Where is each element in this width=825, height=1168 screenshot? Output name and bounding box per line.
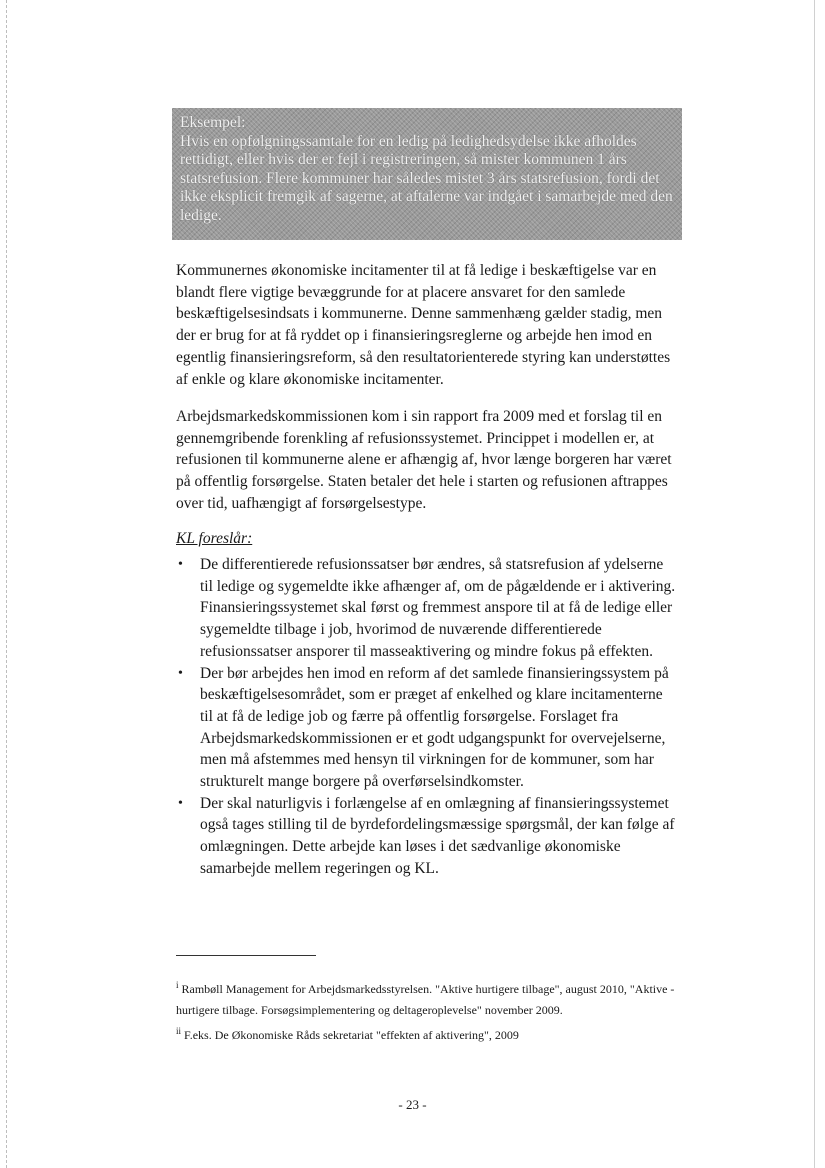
proposal-list (176, 554, 676, 880)
paragraph-commission: Arbejdsmarkedskommissionen kom i sin rapport fra 2009 med et forslag til en gennemgribende forenkling af refusionssystemet. Princippet i modellen er, at refusionen til kommunerne alene er afhængig af, hvor længe borgeren har været på offentlig forsørgelse. Staten betaler det hele i starten og refusionen aftrappes over tid, uafhængigt af forsørgelsestype. (176, 408, 672, 512)
bullet-icon: • (178, 557, 183, 572)
footnote-text: Rambøll Management for Arbejdsmarkedsstyrelsen. "Aktive hurtigere tilbage", august 2010, "Aktive - hurtigere tilbage. Forsøgsimplementering og deltageroplevelse" november 2009. (176, 982, 675, 1017)
kl-proposes-heading: KL foreslår: (176, 530, 253, 547)
list-item-text: De differentierede refusionssatser bør ændres, så statsrefusion af ydelserne til ledige og sygemeldte ikke afhænger af, om de pågældende er i aktivering. Finansieringssystemet skal først og fremmest anspore til at få de ledige eller sygemeldte tilbage i job, hvorimod de nuværende differentierede refusionssatser ansporer til masseaktivering og mindre fokus på effekten. (200, 556, 676, 660)
footnote-mark: ii (176, 1026, 182, 1036)
example-text: Hvis en opfølgningssamtale for en ledig på ledighedsydelse ikke afholdes rettidigt, eller hvis der er fejl i registreringen, så mister kommunen 1 års statsrefusion. Flere kommuner har således mistet 3 års statsrefusion, fordi det ikke eksplicit fremgik af sagerne, at aftalerne var indgået i samarbejde med den ledige. (180, 132, 673, 224)
list-item (176, 793, 676, 880)
paragraph-incentives: Kommunernes økonomiske incitamenter til at få ledige i beskæftigelse var en blandt flere vigtige bevæggrunde for at placere ansvaret for den samlede beskæftigelsesindsats i kommunerne. Denne sammenhæng gælder stadig, men der er brug for at få ryddet op i finansieringsreglerne og arbejde hen imod en egentlig finansieringsreform, så den resultatorienterede styring kan understøttes af enkle og klare økonomiske incitamenter. (176, 262, 671, 388)
list-item-text: Der skal naturligvis i forlængelse af en omlægning af finansieringssystemet også tages stilling til de byrdefordelingsmæssige spørgsmål, der kan følge af omlægningen. Dette arbejde kan løses i det sædvanlige økonomiske samarbejde mellem regeringen og KL. (200, 794, 675, 877)
footnote (176, 1021, 676, 1046)
list-item (176, 554, 676, 663)
scan-right-edge (814, 0, 815, 1168)
list-item-text: Der bør arbejdes hen imod en reform af det samlede finansieringssystem på beskæftigelsesområdet, som er præget af enkelhed og klare incitamenterne til at få de ledige job og færre på offentlig forsørgelse. Forslaget fra Arbejdsmarkedskommissionen er et godt udgangspunkt for overvejelserne, men må afstemmes med hensyn til virkningen for de kommuner, som har strukturelt mange borgere på overførselsindkomster. (200, 664, 669, 791)
bullet-icon: • (178, 665, 183, 681)
footnote (176, 975, 676, 1021)
footnote-text: F.eks. De Økonomiske Råds sekretariat "effekten af aktivering", 2009 (184, 1028, 519, 1042)
bullet-icon: • (178, 795, 183, 811)
scan-left-edge (6, 0, 21, 1168)
footnote-mark: i (176, 980, 179, 990)
footnotes (176, 975, 676, 1046)
footnote-divider (176, 955, 316, 956)
example-box (172, 108, 682, 240)
page-number: - 23 - (398, 1097, 427, 1112)
list-item (176, 663, 676, 793)
example-title: Eksempel: (180, 114, 246, 131)
